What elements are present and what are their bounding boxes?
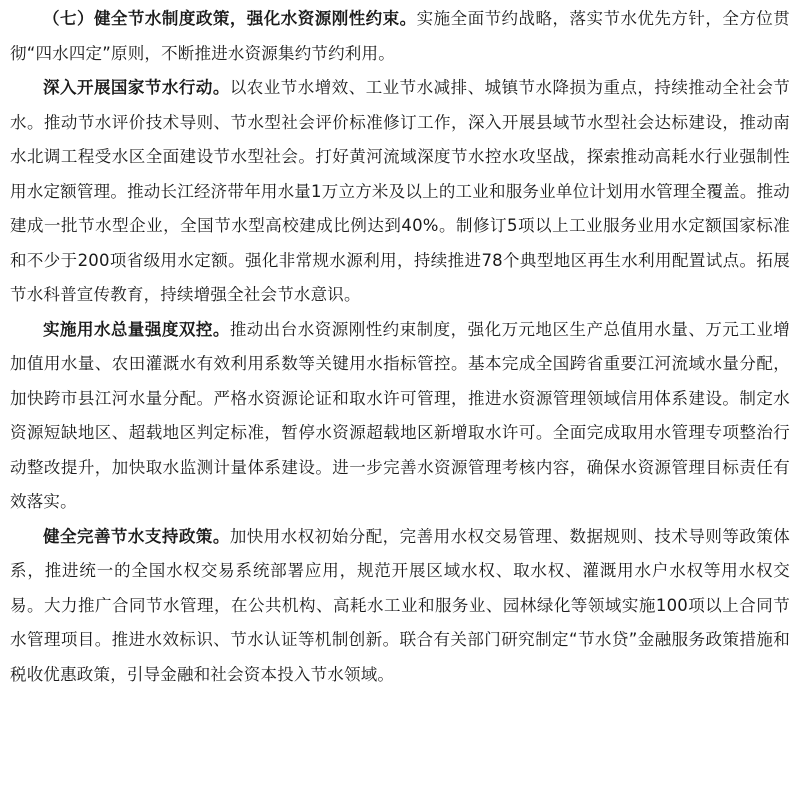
section-heading: （七）健全节水制度政策，强化水资源刚性约束。 [43,9,417,28]
paragraph-support-policy [10,520,790,693]
paragraph-text: 推动出台水资源刚性约束制度，强化万元地区生产总值用水量、万元工业增加值用水量、农田灌溉水有效利用系数等关键用水指标管控。基本完成全国跨省重要江河流域水量分配，加快跨市县江河水量分配。严格水资源论证和取水许可管理，推进水资源管理领域信用体系建设。制定水资源短缺地区、超载地区判定标准，暂停水资源超载地区新增取水许可。全面完成取用水管理专项整治行动整改提升，加快取水监测计量体系建设。进一步完善水资源管理考核内容，确保水资源管理目标责任有效落实。 [10,319,790,511]
paragraph-dual-control [10,313,790,520]
paragraph-national-action [10,71,790,313]
paragraph-lead: 实施用水总量强度双控。 [43,319,230,339]
paragraph-lead: 深入开展国家节水行动。 [43,78,230,97]
paragraph-water-policy [10,2,790,71]
paragraph-lead: 健全完善节水支持政策。 [43,526,230,546]
paragraph-text: 实施全面节约战略，落实节水优先方针，全方位贯彻“四水四定”原则，不断推进水资源集约节约利用。 [10,9,790,63]
paragraph-text: 以农业节水增效、工业节水减排、城镇节水降损为重点，持续推动全社会节水。推动节水评价技术导则、节水型社会评价标准修订工作，深入开展县域节水型社会达标建设，推动南水北调工程受水区全面建设节水型社会。打好黄河流域深度节水控水攻坚战，探索推动高耗水行业强制性用水定额管理。推动长江经济带年用水量1万立方米及以上的工业和服务业单位计划用水管理全覆盖。推动建成一批节水型企业，全国节水型高校建成比例达到40%。制修订5项以上工业服务业用水定额国家标准和不少于200项省级用水定额。强化非常规水源利用，持续推进78个典型地区再生水利用配置试点。拓展节水科普宣传教育，持续增强全社会节水意识。 [10,78,790,304]
paragraph-text: 加快用水权初始分配，完善用水权交易管理、数据规则、技术导则等政策体系，推进统一的全国水权交易系统部署应用，规范开展区域水权、取水权、灌溉用水户水权等用水权交易。大力推广合同节水管理，在公共机构、高耗水工业和服务业、园林绿化等领域实施100项以上合同节水管理项目。推进水效标识、节水认证等机制创新。联合有关部门研究制定“节水贷”金融服务政策措施和税收优惠政策，引导金融和社会资本投入节水领域。 [10,526,790,684]
